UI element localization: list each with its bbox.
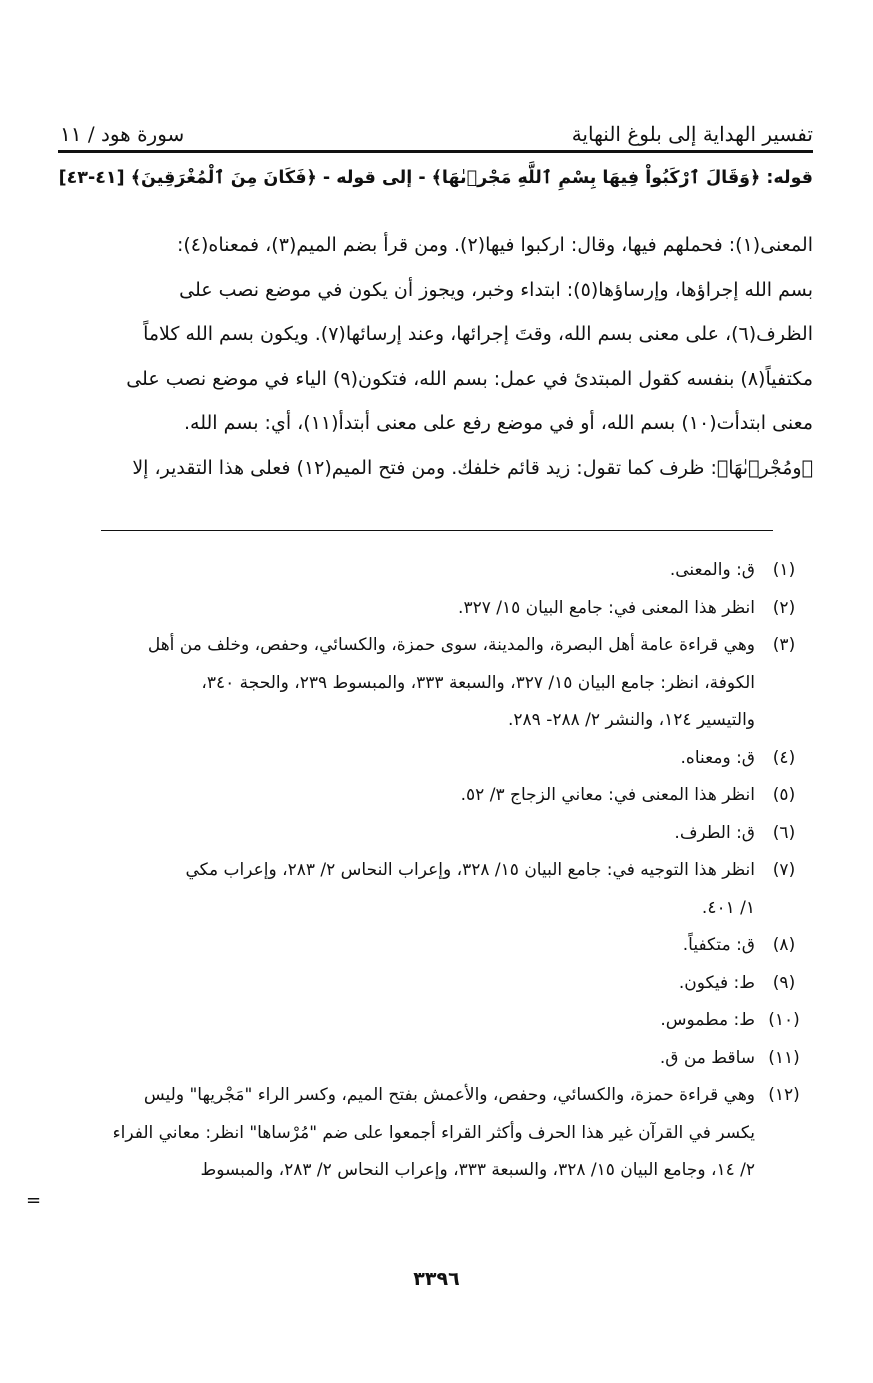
footnote-number: (٤) (772, 747, 796, 768)
page-number: ٣٣٩٦ (413, 1268, 460, 1290)
footnotes (58, 552, 813, 1190)
footnote-text: انظر هذا المعنى في: معاني الزجاج ٣/ ٥٢. (460, 785, 755, 805)
surah-reference: سورة هود / ١١ (60, 122, 185, 146)
footnote-text: والتيسير ١٢٤، والنشر ٢/ ٢٨٨- ٢٨٩. (508, 710, 755, 730)
footnote-text: ط: مطموس. (660, 1010, 755, 1030)
footnote-text: ق: والمعنى. (669, 560, 755, 580)
footnote-number: (٧) (772, 860, 796, 880)
footnote-number: (٩) (772, 972, 796, 993)
footnote (58, 852, 813, 927)
footnote (58, 1040, 813, 1078)
footnote-number: (١٠) (768, 1010, 800, 1030)
footnote (58, 1077, 813, 1190)
body-line: مكتفياً(٨) بنفسه كقول المبتدئ في عمل: بسم الله، فتكون(٩) الياء في موضع نصب على (126, 367, 813, 390)
footnote-text: ق: متكفياً. (682, 935, 755, 955)
footnote-text: انظر هذا المعنى في: جامع البيان ١٥/ ٣٢٧. (458, 597, 755, 618)
body-line: ﴿ومُجْرٜىٰهَا﴾: ظرف كما تقول: زيد قائم خلفك. ومن فتح الميم(١٢) فعلى هذا التقدير، إلا (132, 456, 813, 479)
body-line: معنى ابتدأت(١٠) بسم الله، أو في موضع رفع على معنى أبتدأ(١١)، أي: بسم الله. (184, 412, 813, 435)
footnote-text: يكسر في القرآن غير هذا الحرف وأكثر القراء أجمعوا على ضم "مُرْساها" انظر: معاني الفراء (112, 1122, 755, 1143)
footnote-text: انظر هذا التوجيه في: جامع البيان ١٥/ ٣٢٨، وإعراب النحاس ٢/ ٢٨٣، وإعراب مكي (185, 860, 755, 880)
footnote (58, 740, 813, 778)
footnote-number: (١٢) (768, 1085, 800, 1105)
footnote (58, 815, 813, 853)
footnote (58, 590, 813, 628)
footnote-text: ق: الطرف. (674, 822, 755, 843)
footnote-text: ساقط من ق. (659, 1047, 755, 1068)
footnote (58, 777, 813, 815)
footnote-text: الكوفة، انظر: جامع البيان ١٥/ ٣٢٧، والسبعة ٣٣٣، والمبسوط ٢٣٩، والحجة ٣٤٠، (201, 672, 755, 693)
footnote (58, 927, 813, 965)
main-text (58, 223, 813, 491)
verse-heading: قوله: ﴿وَقَالَ ٱرْكَبُواْ فِيهَا بِسْمِ ٱللَّهِ مَجْرٜىٰهَا﴾ - إلى قوله - ﴿فَكَانَ مِنَ ٱلْمُغْرَقِينَ﴾ [٤١-٤٣] (58, 168, 813, 188)
footnote (58, 552, 813, 590)
footnote-number: (٢) (772, 597, 796, 618)
footnote-text: وهي قراءة حمزة، والكسائي، وحفص، والأعمش بفتح الميم، وكسر الراء "مَجْريها" وليس (143, 1085, 755, 1105)
footnote (58, 1002, 813, 1040)
footnote-number: (٨) (772, 935, 796, 955)
continuation-mark: = (26, 1190, 42, 1211)
footnote-text: وهي قراءة عامة أهل البصرة، والمدينة، سوى حمزة، والكسائي، وحفص، وخلف من أهل (147, 635, 755, 655)
body-line: المعنى(١): فحملهم فيها، وقال: اركبوا فيها(٢). ومن قرأ بضم الميم(٣)، فمعناه(٤): (176, 234, 813, 256)
body-line: الظرف(٦)، على معنى بسم الله، وقتَ إجرائها، وعند إرسائها(٧). ويكون بسم الله كلاماً (143, 323, 813, 346)
book-title: تفسير الهداية إلى بلوغ النهاية (571, 122, 813, 146)
footnote-text: ٢/ ١٤، وجامع البيان ١٥/ ٣٢٨، والسبعة ٣٣٣، وإعراب النحاس ٢/ ٢٨٣، والمبسوط (200, 1160, 755, 1180)
running-header (60, 112, 813, 146)
footnote (58, 965, 813, 1003)
footnote-number: (١) (772, 560, 796, 580)
footnote-text: ١/ ٤٠١. (701, 897, 755, 918)
footnote-number: (١١) (768, 1047, 800, 1068)
header-rule (58, 150, 813, 153)
footnote-number: (٥) (772, 785, 796, 805)
footnote-text: ط: فيكون. (678, 972, 755, 993)
footnote-number: (٦) (772, 822, 796, 843)
footnote-separator (101, 530, 773, 531)
body-line: بسم الله إجراؤها، وإرساؤها(٥): ابتداء وخبر، ويجوز أن يكون في موضع نصب على (179, 278, 813, 301)
footnote-text: ق: ومعناه. (680, 747, 755, 768)
footnote (58, 627, 813, 740)
footnote-number: (٣) (772, 635, 796, 655)
